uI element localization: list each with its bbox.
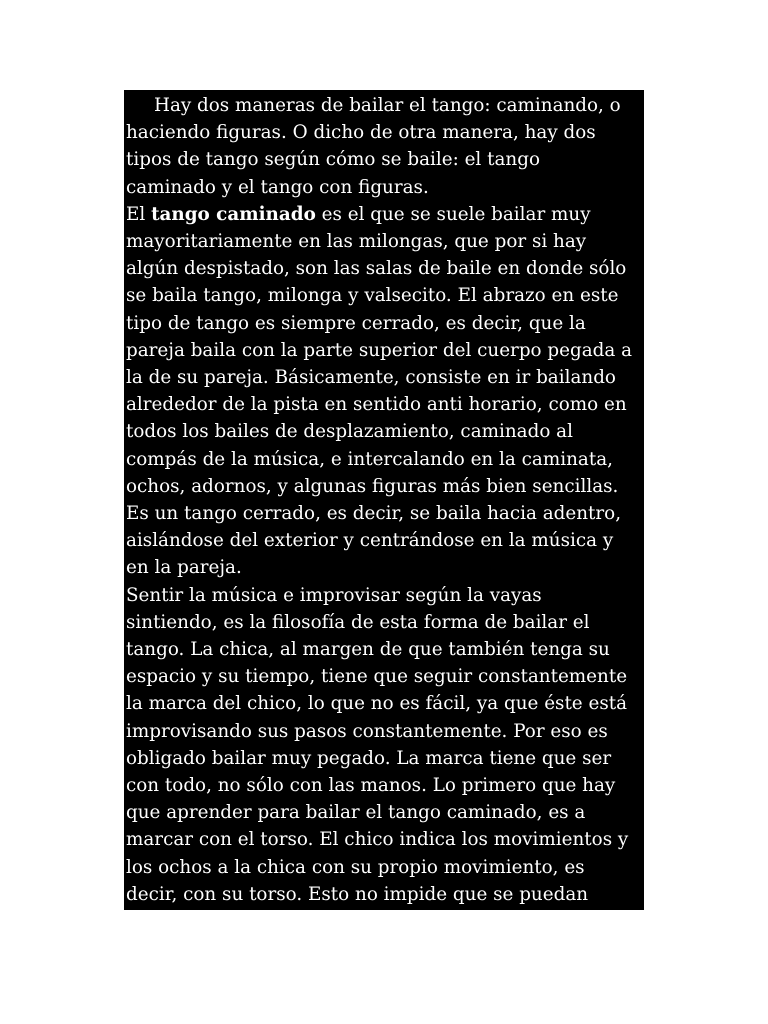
text-line: todos los bailes de desplazamiento, caminado al [126,421,573,443]
text-line: Sentir la música e improvisar según la vayas [126,584,542,606]
text-line: que aprender para bailar el tango caminado, es a [126,802,586,824]
text-line: tango. La chica, al margen de que también tenga su [126,639,610,661]
text-line: la marca del chico, lo que no es fácil, ya que éste está [126,693,628,715]
text-line: con todo, no sólo con las manos. Lo primero que hay [126,775,616,797]
text-line: improvisando sus pasos constantemente. Por eso es [126,720,608,742]
text-line: decir, con su torso. Esto no impide que se puedan [126,883,589,905]
text-line: aislándose del exterior y centrándose en la música y [126,530,614,552]
text-line: compás de la música, e intercalando en la caminata, [126,448,613,470]
text-line: en la pareja. [126,557,242,579]
text-line: algún despistado, son las salas de baile en donde sólo [126,258,627,280]
text-line: obligado bailar muy pegado. La marca tiene que ser [126,747,612,769]
text-segment: es el que se suele bailar muy [315,203,591,225]
text-line: la de su pareja. Básicamente, consiste en ir bailando [126,367,616,389]
text-line: caminado y el tango con figuras. [126,176,429,198]
text-line: mayoritariamente en las milongas, que por si hay [126,231,587,253]
text-line: Hay dos maneras de bailar el tango: caminando, o [154,95,621,116]
text-line: sintiendo, es la filosofía de esta forma de bailar el [126,611,590,633]
text-line: pareja baila con la parte superior del cuerpo pegada a [126,339,633,361]
bold-term: tango caminado [151,203,316,225]
text-line: Es un tango cerrado, es decir, se baila hacia adentro, [126,503,622,525]
text-line: tipos de tango según cómo se baile: el tango [126,149,540,171]
text-line: se baila tango, milonga y valsecito. El abrazo en este [126,285,619,307]
text-block [124,90,644,910]
text-line: marcar con el torso. El chico indica los movimientos y [126,829,629,851]
text-line: ochos, adornos, y algunas figuras más bien sencillas. [126,475,619,497]
text-line-with-bold [126,201,644,228]
text-segment: El [126,203,152,225]
text-line: haciendo figuras. O dicho de otra manera, hay dos [126,122,596,144]
text-line: espacio y su tiempo, tiene que seguir constantemente [126,666,628,688]
text-line: alrededor de la pista en sentido anti horario, como en [126,394,627,416]
text-line: tipo de tango es siempre cerrado, es decir, que la [126,312,586,334]
text-line: los ochos a la chica con su propio movimiento, es [126,856,585,878]
